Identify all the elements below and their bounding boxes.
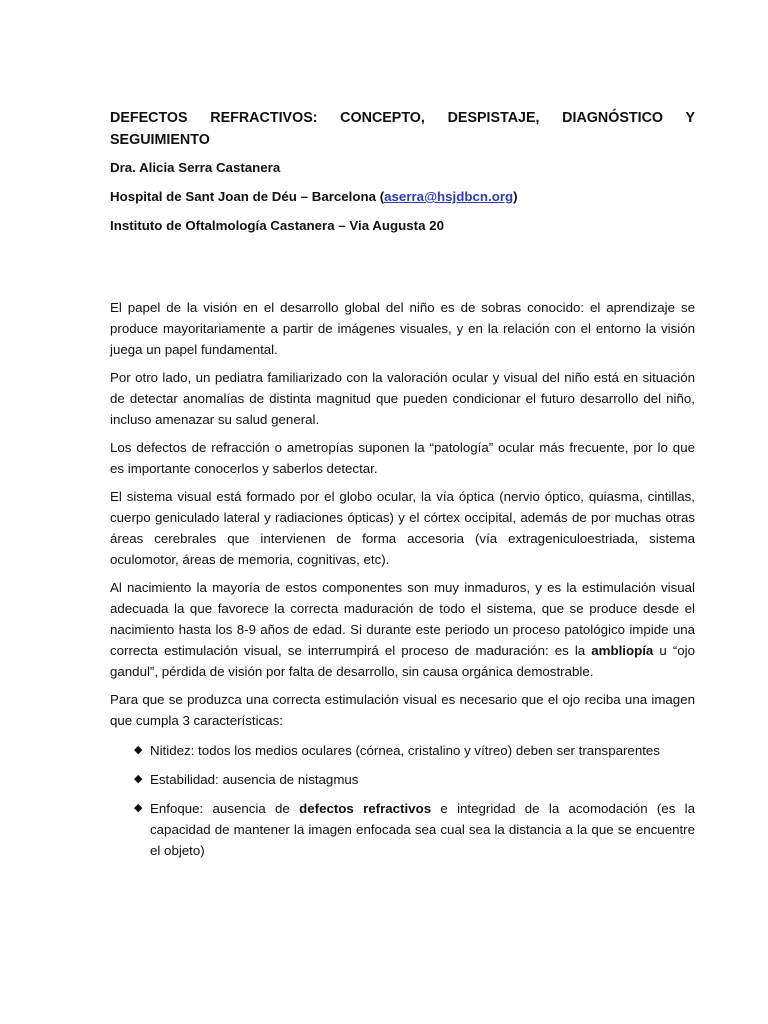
affiliation-hospital-close: )	[513, 189, 518, 204]
list-item-text-a: Enfoque: ausencia de	[150, 801, 300, 816]
list-item	[110, 740, 695, 761]
list-item-bold-term: defectos refractivos	[299, 801, 432, 816]
list-item-text: Nitidez: todos los medios oculares (córnea, cristalino y vítreo) deben ser transparentes	[150, 743, 660, 758]
affiliation-hospital-text: Hospital de Sant Joan de Déu – Barcelona (	[110, 189, 385, 204]
diamond-bullet-icon: ◆	[134, 773, 143, 785]
diamond-bullet-icon: ◆	[134, 802, 143, 814]
list-item-text: Estabilidad: ausencia de nistagmus	[150, 772, 359, 787]
list-item-text-b: e integridad de la acomodación (es la capacidad de mantener la imagen enfocada sea cual sea la distancia a la que se encuentre el objeto)	[150, 801, 695, 858]
affiliation-hospital	[110, 188, 695, 206]
paragraph-4: El sistema visual está formado por el globo ocular, la vía óptica (nervio óptico, quiasma, cintillas, cuerpo geniculado lateral y radiaciones ópticas) y el córtex occipital, además de por muchas otras áreas cerebrales que intervienen de forma accesoria (vía extrageniculoestriada, sistema oculomotor, áreas de memoria, cognitivas, etc).	[110, 489, 695, 567]
paragraph-2: Por otro lado, un pediatra familiarizado con la valoración ocular y visual del niño está en situación de detectar anomalías de distinta magnitud que pueden condicionar el futuro desarrollo del niño, incluso amenazar su salud general.	[110, 370, 695, 427]
paragraph-6: Para que se produzca una correcta estimulación visual es necesario que el ojo reciba una imagen que cumpla 3 características:	[110, 692, 695, 728]
paragraph-5-text-b: u “ojo gandul”, pérdida de visión por falta de desarrollo, sin causa orgánica demostrable.	[110, 643, 695, 679]
document-title: DEFECTOS REFRACTIVOS: CONCEPTO, DESPISTAJE, DIAGNÓSTICO Y SEGUIMIENTO	[110, 110, 695, 148]
diamond-bullet-icon: ◆	[134, 744, 143, 756]
document-content	[110, 107, 695, 869]
paragraph-3: Los defectos de refracción o ametropías suponen la “patología” ocular más frecuente, por lo que es importante conocerlos y saberlos detectar.	[110, 440, 695, 476]
affiliation-institute: Instituto de Oftalmología Castanera – Via Augusta 20	[110, 218, 444, 233]
author-name: Dra. Alicia Serra Castanera	[110, 160, 281, 175]
characteristics-list	[110, 740, 695, 861]
paragraph-5-text-a: Al nacimiento la mayoría de estos componentes son muy inmaduros, y es la estimulación visual adecuada la que favorece la correcta maduración de todo el sistema, que se produce desde el nacimiento hasta los 8-9 años de edad. Si durante este periodo un proceso patológico impide una correcta estimulación visual, se interrumpirá el proceso de maduración: es la	[110, 580, 695, 658]
document-body	[110, 297, 695, 861]
list-item	[110, 798, 695, 861]
paragraph-5-bold-term: ambliopía	[591, 643, 654, 658]
paragraph-5	[110, 577, 695, 682]
list-item	[110, 769, 695, 790]
paragraph-1: El papel de la visión en el desarrollo global del niño es de sobras conocido: el aprendizaje se produce mayoritariamente a partir de imágenes visuales, y en la relación con el entorno la visión juega un papel fundamental.	[110, 300, 695, 357]
author-email-link[interactable]: aserra@hsjdbcn.org	[384, 189, 514, 204]
